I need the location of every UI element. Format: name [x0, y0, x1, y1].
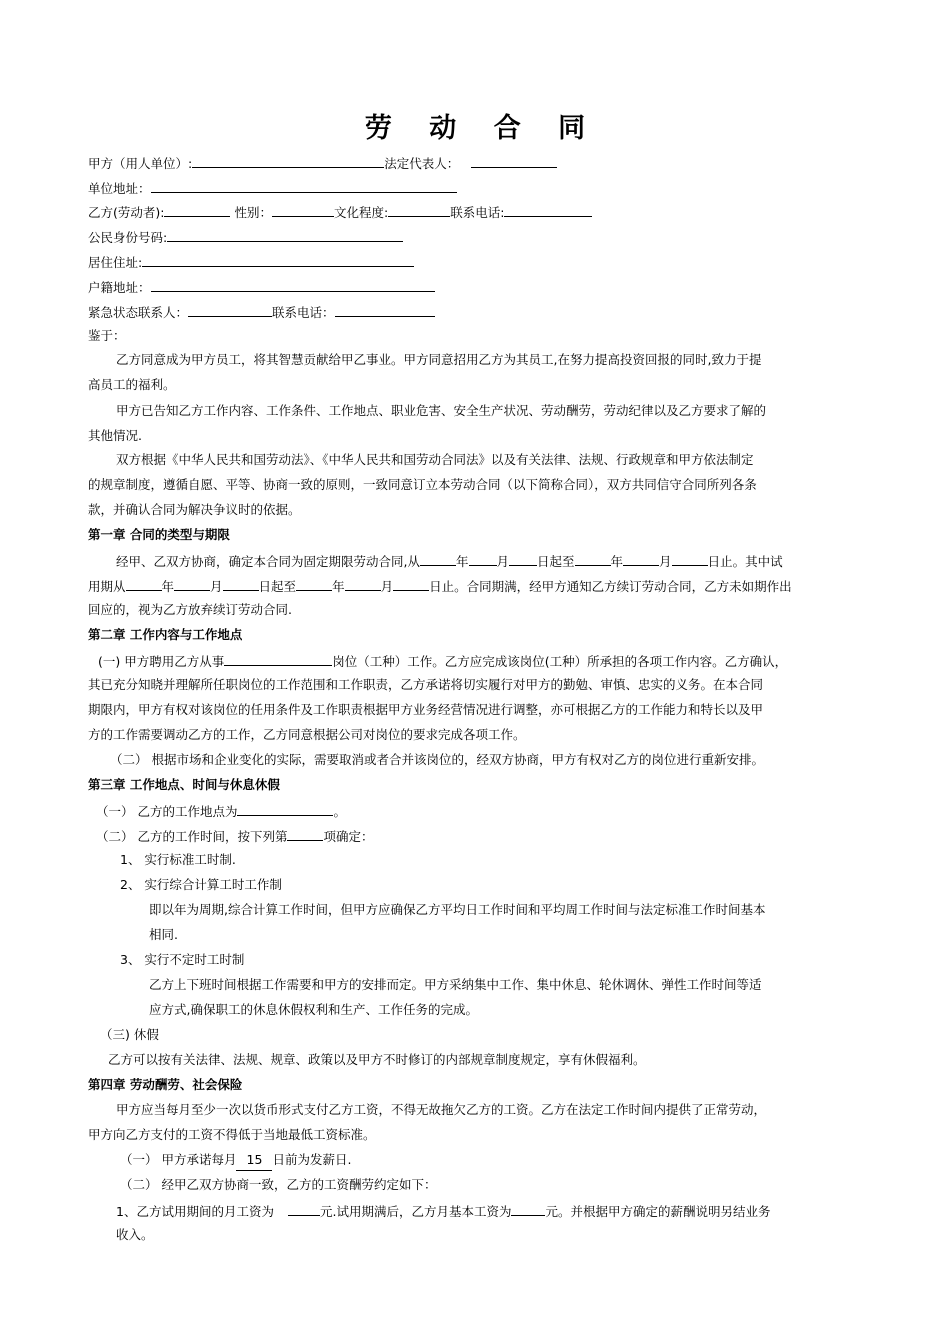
residence-line	[88, 251, 414, 273]
ch3-item1	[96, 800, 346, 822]
work-location-blank[interactable]	[237, 800, 333, 816]
employee-line	[88, 201, 592, 223]
preamble-p1-line1: 乙方同意成为甲方员工，将其智慧贡献给甲乙事业。甲方同意招用乙方为其员工,在努力提高投资回报的同时,致力于提	[116, 352, 762, 367]
employer-blank[interactable]	[192, 152, 384, 168]
ch3-item3-line1: 乙方可以按有关法律、法规、规章、政策以及甲方不时修订的内部规章制度规定，享有休假福利。	[108, 1052, 646, 1067]
ch1-l2-year2: 年	[332, 579, 345, 594]
phone-blank[interactable]	[504, 201, 592, 217]
ch1-l1-month: 月	[496, 554, 510, 569]
ch2-i1-text-a: (一) 甲方聘用乙方从事	[98, 654, 225, 669]
ch3-option2-line1: 即以年为周期,综合计算工作时间，但甲方应确保乙方平均日工作时间和平均周工作时间与法定标准工作时间基本	[149, 902, 766, 917]
ch4-s1-text-a: 1、乙方试用期间的月工资为	[116, 1204, 274, 1219]
probation-end-day-blank[interactable]	[393, 575, 429, 591]
ch1-l2-year: 年	[161, 579, 175, 594]
chapter4-heading: 第四章 劳动酬劳、社会保险	[88, 1077, 243, 1092]
probation-start-month-blank[interactable]	[174, 575, 210, 591]
ch4-item1	[120, 1150, 351, 1171]
education-blank[interactable]	[388, 201, 450, 217]
employer-line	[88, 152, 557, 174]
hukou-label: 户籍地址：	[88, 280, 151, 295]
ch2-item1-line1	[98, 650, 787, 672]
unit-address-blank[interactable]	[151, 177, 457, 193]
unit-address-label: 单位地址：	[88, 181, 151, 196]
ch3-option3-line2: 应方式,确保职工的休息休假权利和生产、工作任务的完成。	[149, 1002, 478, 1017]
ch3-i1-end: 。	[333, 804, 346, 819]
emergency-contact-blank[interactable]	[188, 301, 272, 317]
gender-blank[interactable]	[272, 201, 334, 217]
ch3-option3-line1: 乙方上下班时间根据工作需要和甲方的安排而定。甲方采纳集中工作、集中休息、轮休调休、弹性工作时间等适	[149, 977, 762, 992]
ch3-i2-text: （二） 乙方的工作时间，按下列第	[96, 829, 288, 844]
ch2-item2: （二） 根据市场和企业变化的实际，需要取消或者合并该岗位的，经双方协商，甲方有权对乙方的岗位进行重新安排。	[110, 752, 764, 767]
hukou-blank[interactable]	[151, 276, 435, 292]
preamble-p3-line2: 的规章制度，遵循自愿、平等、协商一致的原则，一致同意订立本劳动合同（以下简称合同），双方共同信守合同所列各条	[88, 477, 757, 492]
legal-rep-label: 法定代表人：	[384, 156, 460, 171]
ch4-salary-line1	[116, 1200, 770, 1222]
whereas-label: 鉴于：	[88, 328, 126, 343]
probation-salary-blank[interactable]	[288, 1200, 320, 1216]
ch4-s1-text-b: 元.试用期满后，乙方月基本工资为	[319, 1204, 512, 1219]
ch3-i2-end: 项确定：	[323, 829, 374, 844]
end-day-blank[interactable]	[672, 550, 708, 566]
emergency-line	[88, 301, 435, 323]
ch3-option1: 1、 实行标准工时制.	[120, 852, 236, 867]
probation-start-year-blank[interactable]	[126, 575, 162, 591]
payday-value[interactable]: 15	[236, 1150, 272, 1171]
id-blank[interactable]	[167, 226, 403, 242]
employee-blank[interactable]	[164, 201, 230, 217]
ch4-i1-text: （一） 甲方承诺每月	[120, 1152, 237, 1167]
phone-label: 联系电话:	[450, 205, 505, 220]
ch1-line2	[88, 575, 792, 597]
employee-label: 乙方(劳动者):	[88, 205, 165, 220]
ch3-item2	[96, 825, 374, 847]
ch1-l1-year2: 年	[610, 554, 624, 569]
end-month-blank[interactable]	[623, 550, 659, 566]
ch4-salary-line2: 收入。	[116, 1227, 154, 1242]
ch3-i1-text: （一） 乙方的工作地点为	[96, 804, 238, 819]
emergency-phone-label: 联系电话：	[272, 305, 335, 320]
ch2-item1-line4: 方的工作需要调动乙方的工作，乙方同意根据公司对岗位的要求完成各项工作。	[88, 727, 526, 742]
ch1-l2-month2: 月	[380, 579, 394, 594]
hukou-line	[88, 276, 435, 298]
ch1-l1-month2: 月	[659, 554, 672, 569]
emergency-label: 紧急状态联系人：	[88, 305, 189, 320]
probation-start-day-blank[interactable]	[223, 575, 259, 591]
position-blank[interactable]	[224, 650, 332, 666]
preamble-p2-line1: 甲方已告知乙方工作内容、工作条件、工作地点、职业危害、安全生产状况、劳动酬劳，劳动纪律以及乙方要求了解的	[116, 403, 767, 418]
id-label: 公民身份号码:	[88, 230, 168, 245]
ch4-s1-text-c: 元。并根据甲方确定的薪酬说明另结业务	[545, 1204, 771, 1219]
ch1-l1-end: 日止。其中试	[707, 554, 783, 569]
chapter2-heading: 第二章 工作内容与工作地点	[88, 627, 243, 642]
employer-label: 甲方（用人单位）:	[88, 156, 193, 171]
ch1-l2-end: 日止。合同期满，经甲方通知乙方续订劳动合同，乙方未如期作出	[429, 579, 792, 594]
start-year-blank[interactable]	[420, 550, 456, 566]
residence-blank[interactable]	[142, 251, 414, 267]
ch1-l1-year: 年	[455, 554, 469, 569]
ch2-item1-line3: 期限内，甲方有权对该岗位的任用条件及工作职责根据甲方业务经营情况进行调整，亦可根据乙方的工作能力和特长以及甲	[88, 702, 764, 717]
ch4-para-line2: 甲方向乙方支付的工资不得低于当地最低工资标准。	[88, 1127, 376, 1142]
gender-label: 性别：	[234, 205, 272, 220]
ch1-line1	[116, 550, 783, 572]
ch3-option2-line2: 相同.	[149, 927, 178, 942]
chapter3-heading: 第三章 工作地点、时间与休息休假	[88, 777, 280, 792]
preamble-p2-line2: 其他情况.	[88, 428, 142, 443]
ch3-option3: 3、 实行不定时工时制	[120, 952, 245, 967]
education-label: 文化程度:	[333, 205, 389, 220]
start-month-blank[interactable]	[469, 550, 497, 566]
start-day-blank[interactable]	[509, 550, 537, 566]
id-line	[88, 226, 403, 248]
ch2-i1-text-b: 岗位（工种）工作。乙方应完成该岗位(工种）所承担的各项工作内容。乙方确认，	[332, 654, 788, 669]
ch1-l2-dayfrom: 日起至	[258, 579, 297, 594]
ch1-line3: 回应的，视为乙方放弃续订劳动合同.	[88, 602, 292, 617]
ch4-item2: （二） 经甲乙双方协商一致，乙方的工资酬劳约定如下：	[120, 1177, 437, 1192]
preamble-p3-line3: 款，并确认合同为解决争议时的依据。	[88, 502, 301, 517]
ch1-l2-month: 月	[210, 579, 223, 594]
ch1-l1-dayfrom: 日起至	[537, 554, 575, 569]
preamble-p3-line1: 双方根据《中华人民共和国劳动法》、《中华人民共和国劳动合同法》以及有关法律、法规、行政规章和甲方依法制定	[116, 452, 754, 467]
end-year-blank[interactable]	[575, 550, 611, 566]
work-hours-option-blank[interactable]	[287, 825, 323, 841]
document-title: 劳 动 合 同	[364, 113, 600, 144]
emergency-phone-blank[interactable]	[335, 301, 435, 317]
legal-rep-blank[interactable]	[471, 152, 557, 168]
ch2-item1-line2: 其已充分知晓并理解所任职岗位的工作范围和工作职责，乙方承诺将切实履行对甲方的勤勉、审慎、忠实的义务。在本合同	[88, 677, 764, 692]
ch4-i1-end: 日前为发薪日.	[272, 1152, 352, 1167]
ch3-item3: （三) 休假	[100, 1027, 159, 1042]
base-salary-blank[interactable]	[511, 1200, 545, 1216]
chapter1-heading: 第一章 合同的类型与期限	[88, 527, 230, 542]
unit-address-line	[88, 177, 457, 199]
residence-label: 居住住址:	[88, 255, 143, 270]
probation-end-month-blank[interactable]	[345, 575, 381, 591]
ch4-para-line1: 甲方应当每月至少一次以货币形式支付乙方工资，不得无故拖欠乙方的工资。乙方在法定工作时间内提供了正常劳动，	[116, 1102, 767, 1117]
probation-end-year-blank[interactable]	[296, 575, 332, 591]
ch3-option2: 2、 实行综合计算工时工作制	[120, 877, 282, 892]
ch1-l2-text: 用期从	[88, 579, 126, 594]
ch1-l1-text: 经甲、乙双方协商，确定本合同为固定期限劳动合同,从	[116, 554, 420, 569]
preamble-p1-line2: 高员工的福利。	[88, 377, 176, 392]
